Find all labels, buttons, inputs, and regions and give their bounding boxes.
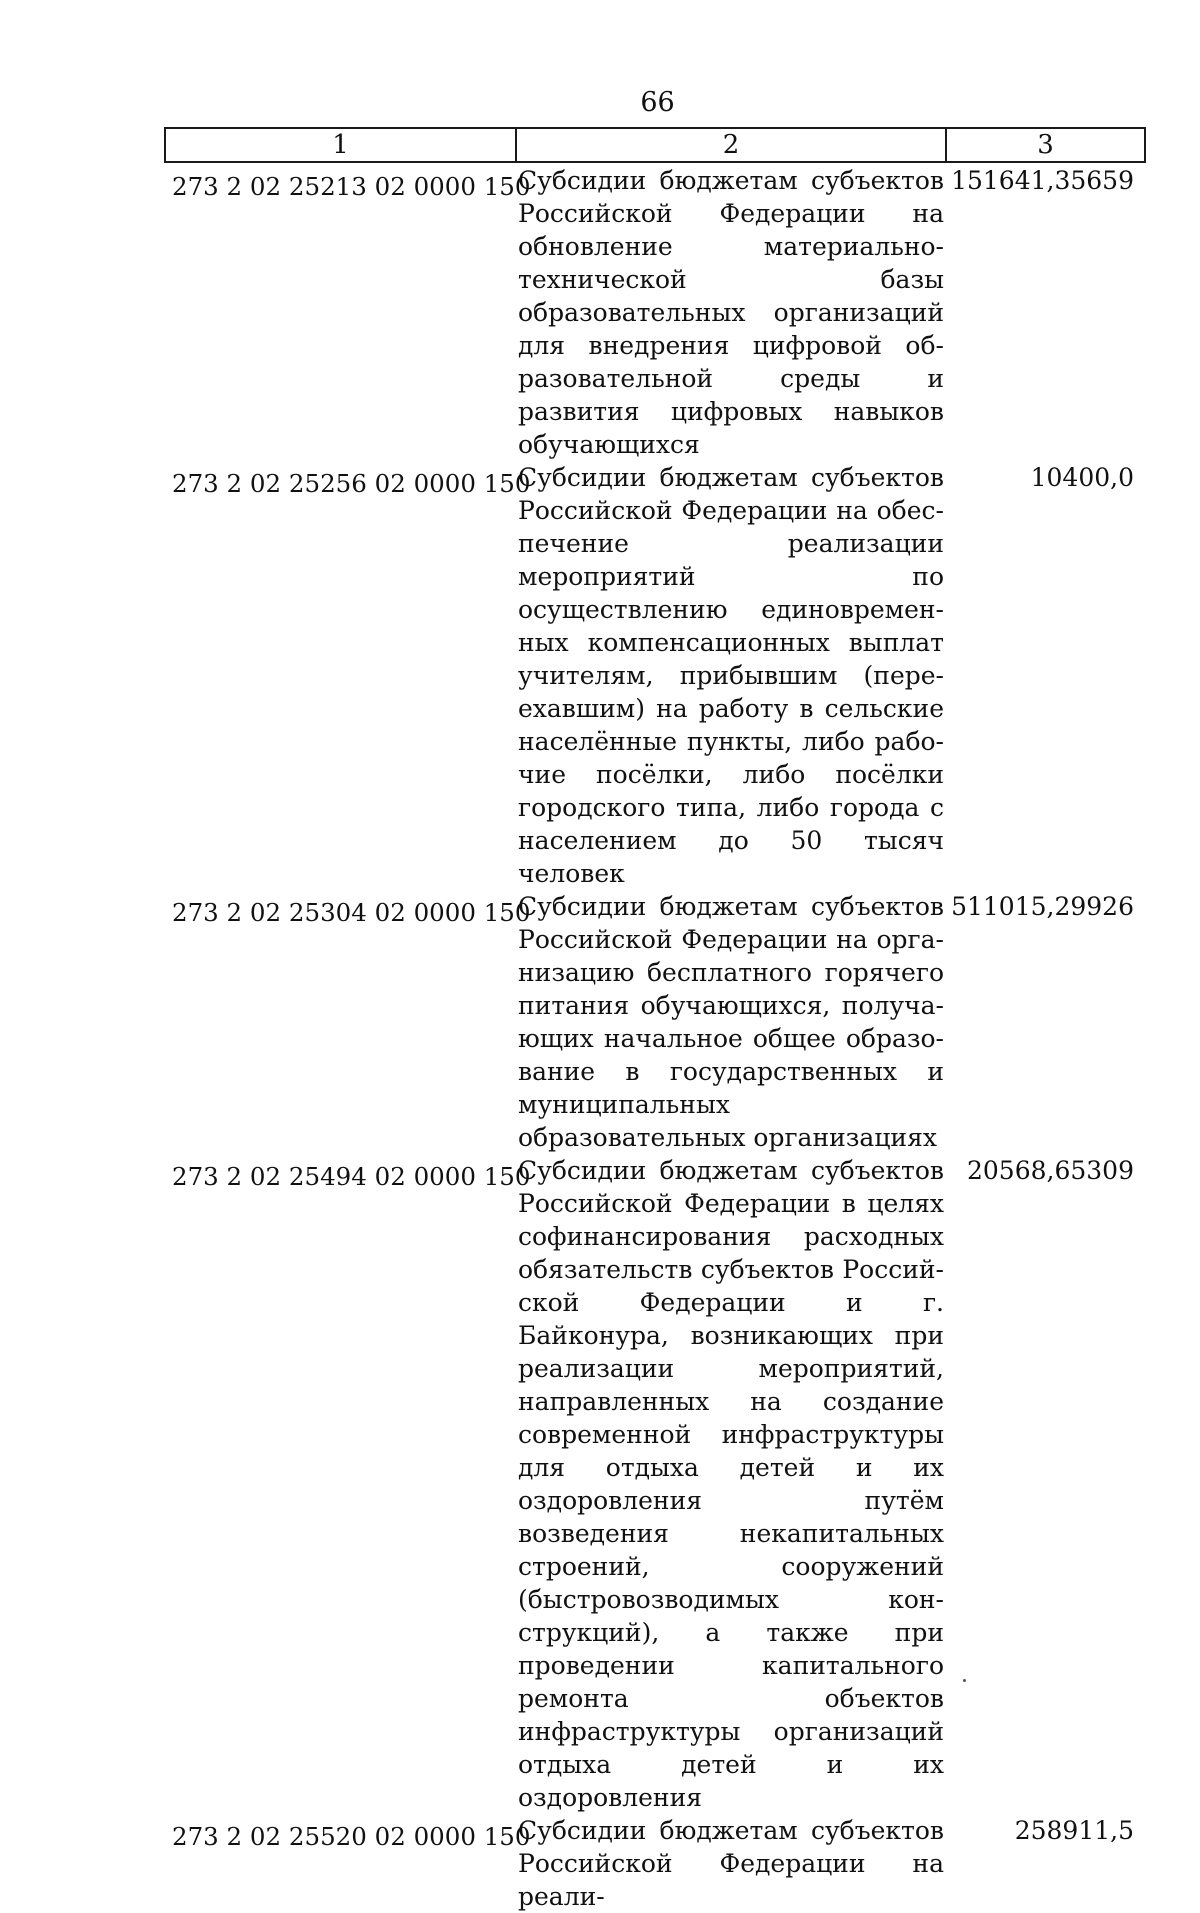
table-row [164,1154,1154,1814]
page-number: 66 [640,87,675,118]
table-row [164,461,1154,890]
budget-code: 273 2 02 25304 02 0000 150 [172,898,531,927]
scan-speck [963,1679,966,1682]
row-amount: 511015,29926 [951,892,1134,921]
column-header-2: 2 [517,129,947,161]
row-amount: 20568,65309 [966,1156,1134,1185]
row-description: Субсидии бюджетам субъектов Российской Федерации на обеспечение реализации мероприятий по осуществлению единовременных компенсационных выплат учителям, прибывшим (переехавшим) на работу в сельские населённые пункты, либо рабочие посёлки, либо посёлки городского типа, либо города с населением до 50 тысяч человек [518,463,944,888]
row-description: Субсидии бюджетам субъектов Российской Федерации на обновление материально-технической базы образовательных организаций для внедрения цифровой образовательной среды и развития цифровых навыков обучающихся [518,166,944,459]
column-header-3: 3 [1037,130,1054,160]
row-amount: 258911,5 [1014,1816,1134,1845]
row-description: Субсидии бюджетам субъектов Российской Федерации в целях софинансирования расходных обязательств субъектов Российской Федерации и г. Байконура, возникающих при реализации мероприятий, направленных на создание современной инфраструктуры для отдыха детей и их оздоровления путём возведения некапитальных строений, сооружений (быстровозводимых конструкций), а также при проведении капитального ремонта объектов инфраструктуры организаций отдыха детей и их оздоровления [518,1156,944,1812]
table-body [164,164,1154,1913]
table-row [164,890,1154,1154]
budget-code: 273 2 02 25256 02 0000 150 [172,469,531,498]
table-header [164,127,1146,163]
row-description: Субсидии бюджетам субъектов Российской Федерации на реали- [518,1816,944,1911]
budget-code: 273 2 02 25520 02 0000 150 [172,1822,531,1851]
table-row [164,164,1154,461]
table-row [164,1814,1154,1913]
budget-code: 273 2 02 25213 02 0000 150 [172,172,531,201]
row-description: Субсидии бюджетам субъектов Российской Федерации на организацию бесплатного горячего питания обучающихся, получающих начальное общее образование в государственных и муниципальных образовательных организациях [518,892,944,1152]
column-header-1: 1 [166,129,517,161]
budget-code: 273 2 02 25494 02 0000 150 [172,1162,531,1191]
row-amount: 10400,0 [1030,463,1134,492]
row-amount: 151641,35659 [951,166,1134,195]
